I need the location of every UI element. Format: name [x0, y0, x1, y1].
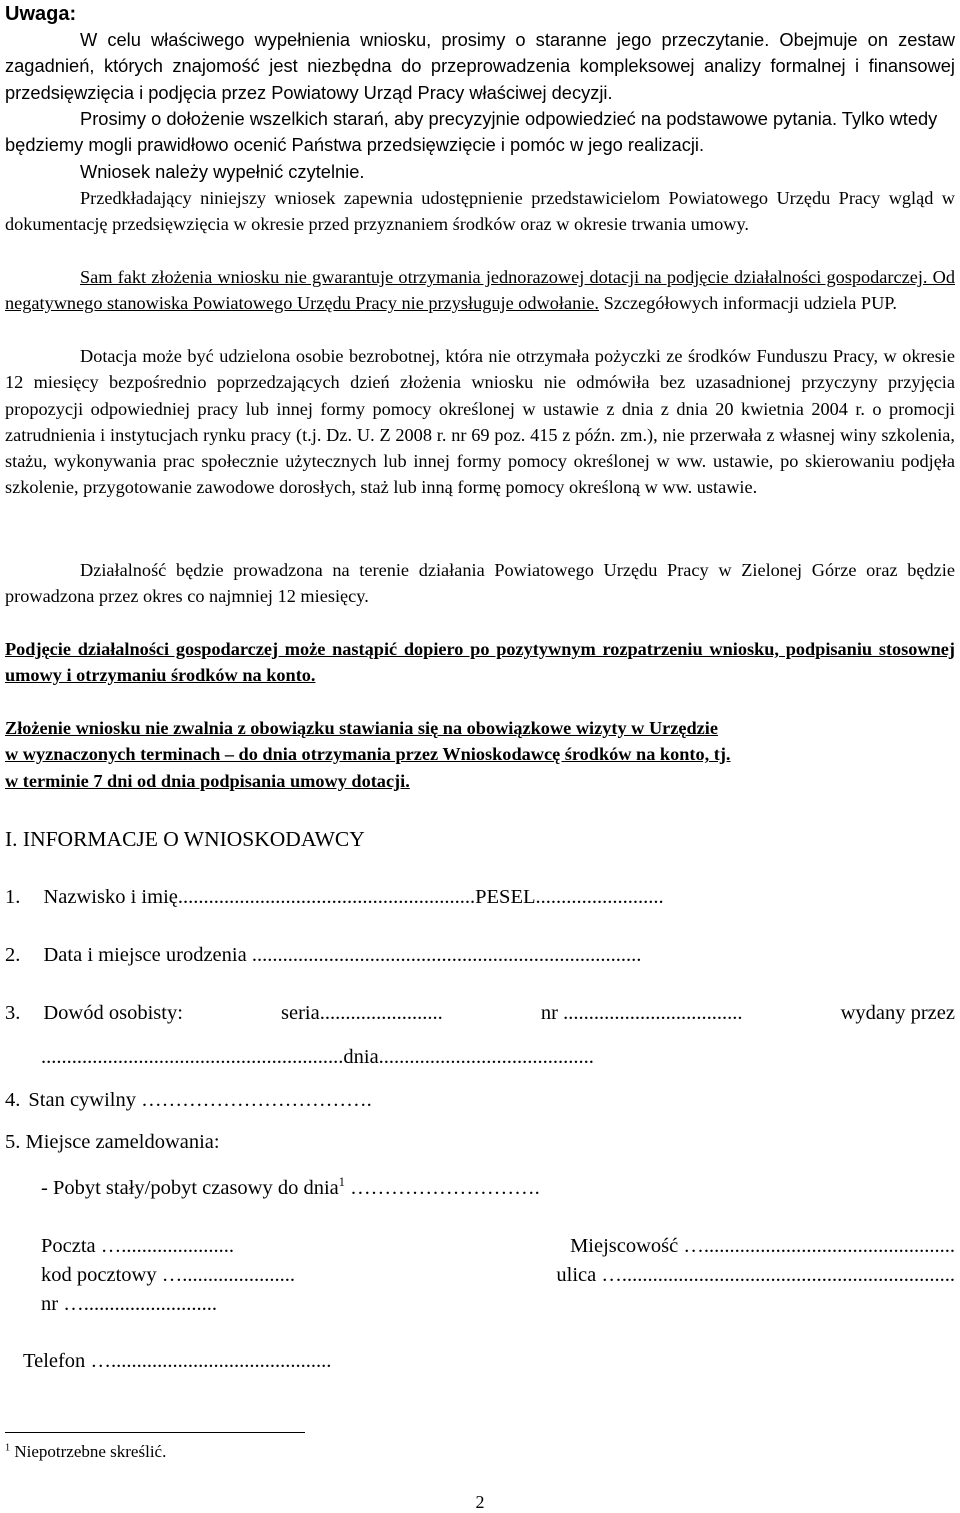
- guarantee-paragraph: [5, 264, 955, 317]
- post-office-input-line[interactable]: …......................: [100, 1235, 235, 1257]
- field-postcode-street: [41, 1262, 955, 1288]
- street-label: ulica: [556, 1264, 597, 1286]
- street-input-line[interactable]: ….................................................................: [601, 1264, 955, 1286]
- phone-label: Telefon: [23, 1350, 86, 1372]
- note-heading: Uwaga:: [5, 3, 77, 25]
- footnote-text: Niepotrzebne skreślić.: [14, 1442, 167, 1461]
- field-house-number: [41, 1291, 217, 1317]
- field-id-card: [5, 1000, 955, 1026]
- area-paragraph: Działalność będzie prowadzona na terenie działania Powiatowego Urzędu Pracy w Zielonej Górze oraz będzie prowadzona przez okres co najmniej 12 miesięcy.: [5, 560, 955, 607]
- issuer-input-line[interactable]: ...........................................................: [41, 1046, 344, 1068]
- stay-date-input-line[interactable]: ……………………….: [350, 1177, 540, 1199]
- footnote-ref: 1: [338, 1175, 345, 1190]
- postcode-label: kod pocztowy: [41, 1264, 157, 1286]
- house-number-label: nr: [41, 1293, 59, 1315]
- name-label: Nazwisko i imię: [43, 886, 178, 908]
- visits-notice-line: Złożenie wniosku nie zwalnia z obowiązku stawiania się na obowiązkowe wizyty w Urzędzie: [5, 718, 718, 738]
- field-number: 2.: [5, 944, 21, 966]
- number-input-line[interactable]: ...................................: [563, 1002, 743, 1024]
- access-paragraph: [5, 185, 955, 238]
- id-card-label: Dowód osobisty:: [43, 1002, 183, 1024]
- birth-label: Data i miejsce urodzenia: [43, 944, 247, 966]
- pesel-label: PESEL: [475, 886, 536, 908]
- field-number: 1.: [5, 886, 21, 908]
- field-name-pesel: [5, 884, 945, 910]
- footnote: [5, 1440, 166, 1464]
- date-label: dnia: [343, 1046, 379, 1068]
- field-number: 4.: [5, 1089, 21, 1111]
- visits-notice: [5, 715, 955, 794]
- series-input-line[interactable]: ........................: [319, 1002, 443, 1024]
- field-birth: [5, 942, 641, 968]
- access-text: Przedkładający niniejszy wniosek zapewnia udostępnienie przedstawicielom Powiatowego Urzędu Pracy wgląd w dokumentację przedsięwzięcia w okresie przed przyznaniem środków oraz w okresie trwania umowy.: [5, 188, 955, 235]
- footnote-marker: 1: [5, 1442, 11, 1454]
- section-title: I. INFORMACJE O WNIOSKODAWCY: [5, 827, 365, 851]
- page-number: 2: [475, 1492, 485, 1512]
- marital-status-input-line[interactable]: …………………………….: [141, 1089, 372, 1111]
- visits-notice-line: w terminie 7 dni od dnia podpisania umowy dotacji.: [5, 770, 410, 791]
- series-label: seria: [281, 1002, 320, 1024]
- intro-paragraph: W celu właściwego wypełnienia wniosku, prosimy o staranne jego przeczytanie. Obejmuje on zestaw zagadnień, których znajomość jest niezbędna do przeprowadzenia kompleksowej analizy formalnej i finansowej przedsięwzięcia i podjęcia przez Powiatowy Urząd Pracy właściwej decyzji.: [5, 29, 955, 103]
- field-stay: [41, 1175, 540, 1201]
- legible-note: Wniosek należy wypełnić czytelnie.: [80, 161, 365, 182]
- no-guarantee-text: Sam fakt złożenia wniosku nie gwarantuje otrzymania jednorazowej dotacji na podjęcie działalności gospodarczej. Od negatywnego stanowiska Powiatowego Urzędu Pracy nie przysługuje odwołanie.: [5, 267, 955, 314]
- request-paragraph: Prosimy o dołożenie wszelkich starań, aby precyzyjnie odpowiedzieć na podstawowe pytania. Tylko wtedy będziemy mogli prawidłowo ocenić Państwa przedsięwzięcie i pomóc w jego realizacji.: [5, 108, 938, 156]
- details-text: Szczegółowych informacji udziela PUP.: [599, 293, 898, 314]
- footnote-divider: [5, 1432, 305, 1433]
- field-post-city: [41, 1233, 955, 1259]
- field-phone: [23, 1348, 331, 1374]
- field-number: 3.: [5, 1002, 21, 1024]
- eligibility-paragraph: Dotacja może być udzielona osobie bezrobotnej, która nie otrzymała pożyczki ze środków Funduszu Pracy, w okresie 12 miesięcy bezpośrednio poprzedzających dzień złożenia wniosku nie odmówiła bez uzasadnionej przyczyny przyjęcia propozycji odpowiedniej pracy lub innej formy pomocy określonej w ustawie z dnia z dnia 20 kwietnia 2004 r. o promocji zatrudnienia i instytucjach rynku pracy (t.j. Dz. U. Z 2008 r. nr 69 poz. 415 z późn. zm.), nie przerwała z własnej winy szkolenia, stażu, wykonywania prac społecznie użytecznych lub innej formy pomocy określonej w ww. ustawie, po skierowaniu podjęła szkolenie, przygotowanie zawodowe dorosłych, staż lub inną formę pomocy określoną w ww. ustawie.: [5, 346, 955, 498]
- issue-date-input-line[interactable]: ..........................................: [378, 1046, 594, 1068]
- field-marital-status: [5, 1087, 372, 1113]
- post-office-label: Poczta: [41, 1235, 96, 1257]
- registration-label: Miejsce zameldowania:: [25, 1131, 220, 1153]
- business-start-notice: Podjęcie działalności gospodarczej może nastąpić dopiero po pozytywnym rozpatrzeniu wniosku, podpisaniu stosownej umowy i otrzymaniu środków na konto.: [5, 639, 955, 686]
- field-registration: [5, 1129, 220, 1155]
- pesel-input-line[interactable]: .........................: [535, 886, 664, 908]
- postcode-input-line[interactable]: …......................: [161, 1264, 295, 1286]
- number-label: nr: [540, 1002, 558, 1024]
- house-number-input-line[interactable]: …..........................: [63, 1293, 217, 1315]
- field-number: 5.: [5, 1131, 21, 1153]
- stay-label: - Pobyt stały/pobyt czasowy do dnia: [41, 1177, 339, 1199]
- city-label: Miejscowość: [570, 1235, 679, 1257]
- name-input-line[interactable]: ..........................................................: [177, 886, 476, 908]
- city-input-line[interactable]: ….................................................: [683, 1235, 955, 1257]
- issued-by-label: wydany przez: [840, 1002, 955, 1024]
- phone-input-line[interactable]: …...........................................: [90, 1350, 332, 1372]
- birth-input-line[interactable]: ............................................................................: [251, 944, 642, 966]
- visits-notice-line: w wyznaczonych terminach – do dnia otrzymania przez Wnioskodawcę środków na konto, tj.: [5, 744, 731, 765]
- marital-status-label: Stan cywilny: [28, 1089, 136, 1111]
- field-id-card-cont: [41, 1044, 594, 1070]
